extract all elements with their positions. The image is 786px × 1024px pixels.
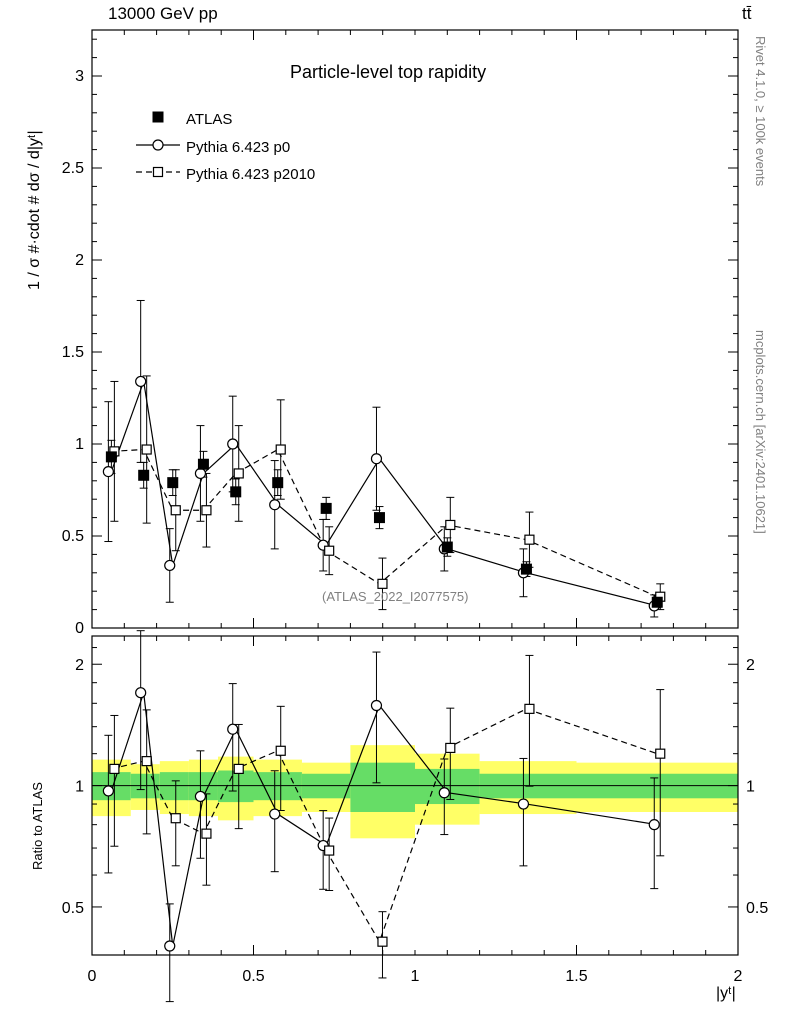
ratio-marker-pythia-p2010 <box>202 829 211 838</box>
legend-item-pythia-p0: Pythia 6.423 p0 <box>186 139 291 156</box>
x-tick-label: 1.5 <box>565 968 588 985</box>
marker-pythia-p2010 <box>276 445 285 454</box>
ratio-y-tick-label: 0.5 <box>61 899 84 917</box>
ratio-uncertainty-band-inner <box>350 763 415 812</box>
legend-item-atlas: ATLAS <box>186 111 233 128</box>
ratio-marker-pythia-p2010 <box>142 757 151 766</box>
ratio-marker-pythia-p2010 <box>276 746 285 755</box>
marker-pythia-p2010 <box>142 445 151 454</box>
marker-pythia-p0 <box>195 468 205 478</box>
ratio-marker-pythia-p0 <box>165 941 175 951</box>
ratio-uncertainty-band-inner <box>92 772 131 800</box>
ratio-marker-pythia-p0 <box>136 688 146 698</box>
header-right-label: tt̄ <box>742 4 752 23</box>
ratio-marker-pythia-p2010 <box>110 764 119 773</box>
legend-item-pythia-p2010: Pythia 6.423 p2010 <box>186 166 316 183</box>
y-tick-label: 1 <box>75 436 84 453</box>
marker-atlas <box>139 470 149 480</box>
marker-pythia-p0 <box>270 500 280 510</box>
series-line-pythia-p2010 <box>111 450 657 597</box>
marker-pythia-p2010 <box>525 535 534 544</box>
y-tick-label: 0 <box>75 620 84 637</box>
ratio-marker-pythia-p0 <box>439 788 449 798</box>
marker-pythia-p2010 <box>202 506 211 515</box>
ratio-marker-pythia-p0 <box>103 786 113 796</box>
y-tick-label: 3 <box>75 68 84 85</box>
ratio-marker-pythia-p2010 <box>656 749 665 758</box>
marker-atlas <box>521 564 531 574</box>
ratio-uncertainty-band-inner <box>254 772 302 800</box>
marker-atlas <box>652 597 662 607</box>
ratio-y-axis-label: Ratio to ATLAS <box>30 782 45 870</box>
ratio-marker-pythia-p2010 <box>446 743 455 752</box>
series-line-pythia-p0 <box>111 381 657 605</box>
marker-pythia-p0 <box>228 439 238 449</box>
ratio-marker-pythia-p0 <box>195 791 205 801</box>
ratio-y-tick-label: 2 <box>75 657 84 675</box>
ratio-uncertainty-band-inner <box>218 771 254 803</box>
dataset-watermark: (ATLAS_2022_I2077575) <box>322 589 469 604</box>
marker-atlas <box>168 478 178 488</box>
ratio-marker-pythia-p2010 <box>378 937 387 946</box>
marker-pythia-p2010 <box>171 506 180 515</box>
legend-marker-pythia-p2010 <box>154 168 163 177</box>
marker-pythia-p0 <box>371 454 381 464</box>
marker-pythia-p2010 <box>325 546 334 555</box>
y-tick-label: 1.5 <box>61 344 84 361</box>
arxiv-reference-label: mcplots.cern.ch [arXiv:2401.10621] <box>753 330 768 534</box>
ratio-marker-pythia-p2010 <box>325 846 334 855</box>
ratio-uncertainty-band-inner <box>415 769 480 804</box>
y-tick-label: 2.5 <box>61 160 84 177</box>
marker-pythia-p0 <box>136 376 146 386</box>
x-tick-label: 2 <box>733 968 743 985</box>
y-tick-label: 0.5 <box>61 528 84 545</box>
x-tick-label: 0.5 <box>242 968 265 985</box>
ratio-uncertainty-band-inner <box>160 772 189 800</box>
marker-atlas <box>198 459 208 469</box>
marker-pythia-p0 <box>103 467 113 477</box>
ratio-marker-pythia-p0 <box>270 809 280 819</box>
ratio-y-tick-label: 1 <box>746 778 755 796</box>
rivet-version-label: Rivet 4.1.0, ≥ 100k events <box>753 36 768 187</box>
legend-marker-atlas <box>153 112 163 122</box>
ratio-marker-pythia-p0 <box>518 799 528 809</box>
chart-title: Particle-level top rapidity <box>290 62 487 82</box>
marker-atlas <box>106 452 116 462</box>
y-axis-label: 1 / σ #·cdot # dσ / d|yᵗ| <box>26 130 43 290</box>
ratio-y-tick-label: 2 <box>746 657 755 675</box>
legend-marker-pythia-p0 <box>153 140 163 150</box>
marker-atlas <box>273 478 283 488</box>
ratio-marker-pythia-p2010 <box>234 764 243 773</box>
x-tick-label: 0 <box>87 968 97 985</box>
ratio-marker-pythia-p2010 <box>525 704 534 713</box>
marker-atlas <box>374 513 384 523</box>
marker-pythia-p0 <box>165 560 175 570</box>
header-left-label: 13000 GeV pp <box>108 4 218 23</box>
y-tick-label: 2 <box>75 252 84 269</box>
marker-atlas <box>231 487 241 497</box>
marker-pythia-p2010 <box>446 520 455 529</box>
marker-atlas <box>321 503 331 513</box>
x-tick-label: 1 <box>410 968 420 985</box>
marker-atlas <box>442 542 452 552</box>
ratio-marker-pythia-p0 <box>228 724 238 734</box>
ratio-y-tick-label: 0.5 <box>746 899 769 917</box>
ratio-marker-pythia-p2010 <box>171 814 180 823</box>
ratio-marker-pythia-p0 <box>371 701 381 711</box>
marker-pythia-p2010 <box>378 579 387 588</box>
ratio-y-tick-label: 1 <box>75 778 84 796</box>
x-axis-label: |yᵗ| <box>716 985 736 1002</box>
ratio-marker-pythia-p0 <box>649 820 659 830</box>
marker-pythia-p2010 <box>234 469 243 478</box>
